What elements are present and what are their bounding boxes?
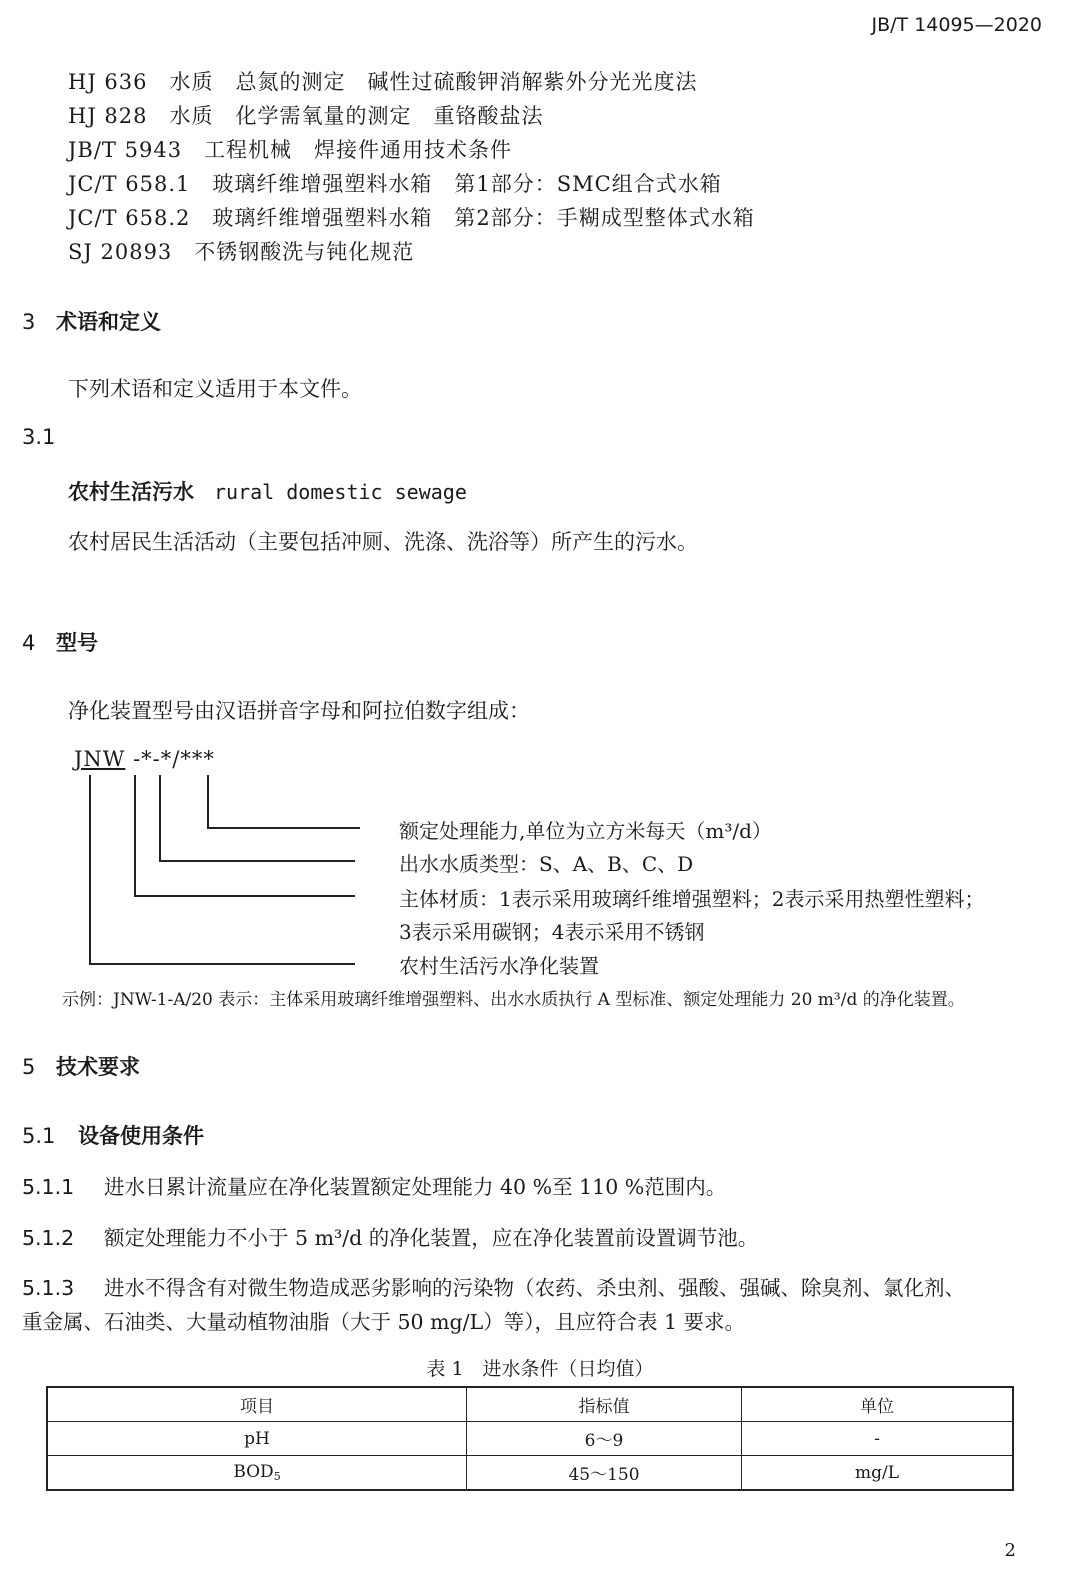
section-title: 技术要求: [56, 1055, 140, 1079]
clause: [22, 1170, 726, 1200]
section-title: 型号: [56, 631, 98, 655]
table-cell: -: [742, 1422, 1014, 1456]
reference-title: 水质 化学需氧量的测定 重铬酸盐法: [169, 104, 544, 128]
bod-label: BOD: [233, 1462, 274, 1482]
table-header-cell: 项目: [47, 1387, 467, 1422]
section-number: 5: [22, 1055, 36, 1079]
legend-material: 主体材质：1表示采用玻璃纤维增强塑料；2表示采用热塑性塑料；: [399, 887, 985, 911]
table-header-cell: 单位: [742, 1387, 1014, 1422]
legend-capacity: 额定处理能力,单位为立方米每天（m³/d）: [399, 819, 772, 843]
clause-text: 进水不得含有对微生物造成恶劣影响的污染物（农药、杀虫剂、强酸、强碱、除臭剂、氯化剂、: [104, 1276, 965, 1300]
term-chinese: 农村生活污水: [68, 480, 194, 504]
reference-code: JC/T 658.1: [68, 172, 191, 196]
reference-title: 不锈钢酸洗与钝化规范: [194, 240, 415, 264]
term-number: 3.1: [22, 425, 56, 449]
model-suffix: -*-*/***: [125, 747, 215, 771]
page-number: 2: [1004, 1540, 1016, 1561]
reference-title: 玻璃纤维增强塑料水箱 第1部分：SMC组合式水箱: [212, 172, 722, 196]
section-title: 术语和定义: [56, 310, 161, 334]
clause-text: 进水日累计流量应在净化装置额定处理能力 40 %至 110 %范围内。: [104, 1175, 727, 1199]
document-code: JB/T 14095—2020: [871, 14, 1042, 36]
section-heading: [22, 1051, 140, 1081]
term-definition: 农村居民生活活动（主要包括冲厕、洗涤、洗浴等）所产生的污水。: [68, 530, 698, 554]
legend-device: 农村生活污水净化装置: [399, 954, 599, 978]
table-header-cell: 指标值: [467, 1387, 742, 1422]
clause-number: 5.1.3: [22, 1276, 75, 1300]
model-prefix: JNW: [74, 747, 126, 771]
section-intro: 净化装置型号由汉语拼音字母和阿拉伯数字组成：: [68, 699, 530, 723]
clause-continuation: 重金属、石油类、大量动植物油脂（大于 50 mg/L）等），且应符合表 1 要求。: [22, 1310, 746, 1334]
clause-number: 5.1.2: [22, 1226, 75, 1250]
reference-title: 玻璃纤维增强塑料水箱 第2部分：手糊成型整体式水箱: [212, 206, 755, 230]
reference-code: JB/T 5943: [68, 138, 183, 162]
table-caption: 表 1 进水条件（日均值）: [426, 1358, 654, 1380]
reference-title: 工程机械 焊接件通用技术条件: [204, 138, 513, 162]
reference-title: 水质 总氮的测定 碱性过硫酸钾消解紫外分光光度法: [169, 70, 698, 94]
table-row: [47, 1456, 1013, 1491]
leader-quality: [160, 775, 355, 861]
clause-number: 5.1.1: [22, 1175, 75, 1199]
table-cell: mg/L: [742, 1456, 1014, 1491]
table-cell: pH: [47, 1422, 467, 1456]
model-example: 示例：JNW-1-A/20 表示：主体采用玻璃纤维增强塑料、出水水质执行 A 型标准、额定处理能力 20 m³/d 的净化装置。: [62, 990, 965, 1010]
reference-code: HJ 636: [68, 70, 148, 94]
legend-material-cont: 3表示采用碳钢；4表示采用不锈钢: [399, 920, 705, 944]
inflow-conditions-table: [46, 1386, 1014, 1491]
section-number: 4: [22, 631, 36, 655]
clause: [22, 1221, 758, 1251]
section-number: 3: [22, 310, 36, 334]
reference-code: SJ 20893: [68, 240, 173, 264]
leader-capacity: [208, 775, 360, 828]
subsection-heading: [22, 1120, 204, 1150]
clause-text: 额定处理能力不小于 5 m³/d 的净化装置，应在净化装置前设置调节池。: [104, 1226, 759, 1250]
table-cell: [47, 1456, 467, 1491]
section-intro: 下列术语和定义适用于本文件。: [68, 377, 362, 401]
subsection-number: 5.1: [22, 1124, 56, 1148]
table-row: [47, 1422, 1013, 1456]
subsection-title: 设备使用条件: [78, 1124, 204, 1148]
legend-quality: 出水水质类型：S、A、B、C、D: [399, 852, 694, 876]
table-cell: 6～9: [467, 1422, 742, 1456]
table-cell: 45～150: [467, 1456, 742, 1491]
term-english: rural domestic sewage: [214, 480, 467, 504]
table-header-row: [47, 1387, 1013, 1422]
reference-code: HJ 828: [68, 104, 148, 128]
reference-code: JC/T 658.2: [68, 206, 191, 230]
clause: [22, 1271, 965, 1301]
bod-subscript: 5: [273, 1470, 281, 1483]
leader-device: [90, 775, 355, 964]
leader-material: [135, 775, 355, 896]
